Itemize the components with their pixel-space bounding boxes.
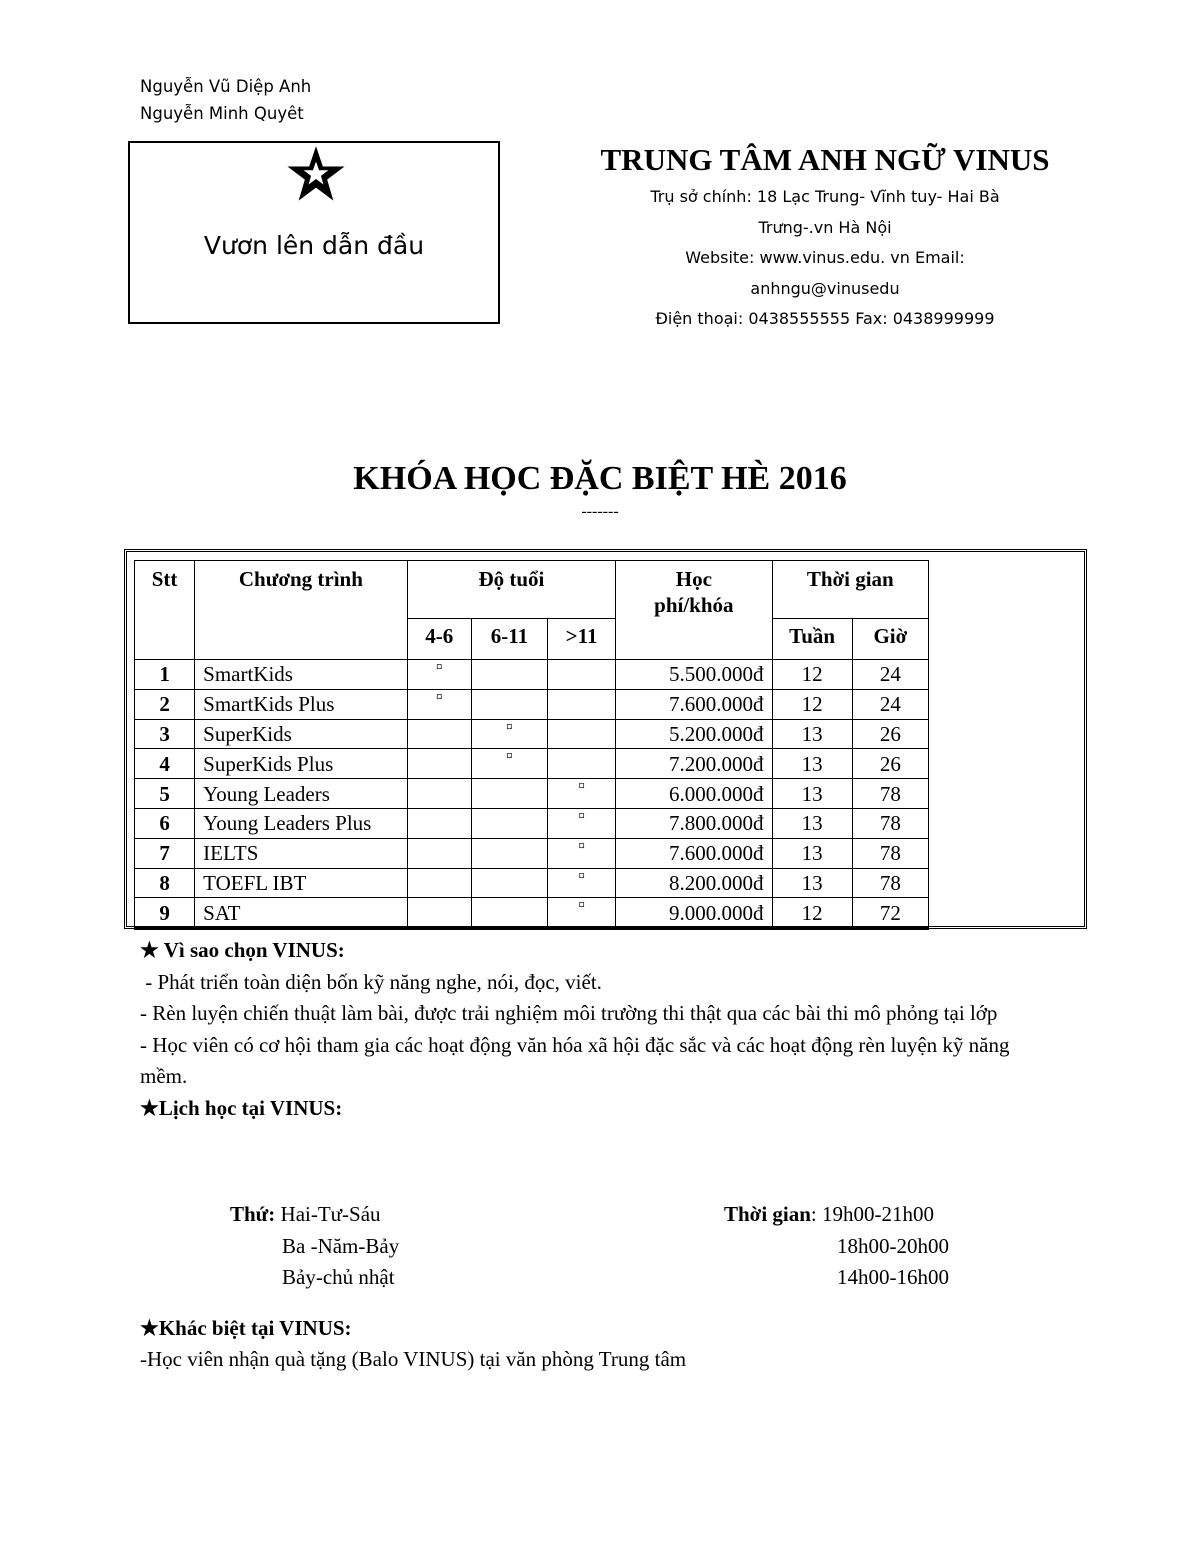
row-stt: 6 (135, 808, 195, 838)
row-hours: 26 (852, 719, 928, 749)
row-program: SmartKids (195, 660, 408, 690)
schedule-heading: ★Lịch học tại VINUS: (140, 1095, 343, 1120)
why-line-3: - Học viên có cơ hội tham gia các hoạt động văn hóa xã hội đặc sắc và các hoạt động rèn luyện kỹ năng mềm. (140, 1032, 1010, 1088)
address-line-1: Trụ sở chính: 18 Lạc Trung- Vĩnh tuy- Hai Bà (650, 187, 1000, 206)
row-age-6-11: ¤ (471, 749, 547, 779)
table-row (135, 719, 929, 749)
table-row (135, 808, 929, 838)
row-program: SAT (195, 898, 408, 929)
document-title: KHÓA HỌC ĐẶC BIỆT HÈ 2016 (353, 460, 847, 497)
table-row (135, 749, 929, 779)
row-fee: 5.200.000đ (616, 719, 772, 749)
row-stt: 4 (135, 749, 195, 779)
row-hours: 78 (852, 808, 928, 838)
row-hours: 26 (852, 749, 928, 779)
row-hours: 24 (852, 660, 928, 690)
star-icon (285, 143, 347, 205)
header-age-6-11: 6-11 (471, 619, 547, 660)
row-stt: 7 (135, 838, 195, 868)
schedule-row-3-time: 14h00-16h00 (837, 1265, 949, 1289)
row-fee: 5.500.000đ (616, 660, 772, 690)
row-program: SuperKids Plus (195, 749, 408, 779)
row-fee: 6.000.000đ (616, 779, 772, 809)
row-age-6-11 (471, 689, 547, 719)
row-weeks: 12 (772, 689, 852, 719)
row-program: SuperKids (195, 719, 408, 749)
schedule-time: : 19h00-21h00 (810, 1202, 934, 1226)
schedule-row-2-days: Ba -Năm-Bảy (282, 1234, 400, 1258)
title-rule: ------- (581, 503, 619, 520)
row-stt: 2 (135, 689, 195, 719)
author-1: Nguyễn Vũ Diệp Anh (140, 77, 312, 96)
header-fee (616, 561, 772, 660)
table-row (135, 660, 929, 690)
row-age-4-6 (407, 838, 471, 868)
row-age-11 (548, 719, 616, 749)
table-row (135, 838, 929, 868)
header-fee-line-2: phí/khóa (654, 593, 734, 617)
author-2: Nguyễn Minh Quyêt (140, 104, 304, 123)
row-age-11 (548, 749, 616, 779)
row-age-6-11: ¤ (471, 719, 547, 749)
row-program: IELTS (195, 838, 408, 868)
phone-line: Điện thoại: 0438555555 Fax: 0438999999 (655, 309, 995, 328)
row-hours: 72 (852, 898, 928, 929)
header-hours: Giờ (852, 619, 928, 660)
row-fee: 7.800.000đ (616, 808, 772, 838)
row-age-4-6 (407, 719, 471, 749)
row-program: Young Leaders Plus (195, 808, 408, 838)
row-fee: 7.600.000đ (616, 838, 772, 868)
row-weeks: 13 (772, 749, 852, 779)
row-hours: 78 (852, 868, 928, 898)
header-age-11: >11 (548, 619, 616, 660)
row-weeks: 12 (772, 898, 852, 929)
row-age-11: ¤ (548, 779, 616, 809)
row-hours: 78 (852, 838, 928, 868)
row-program: TOEFL IBT (195, 868, 408, 898)
table-row (135, 898, 929, 929)
header-program: Chương trình (195, 561, 408, 660)
authors (140, 73, 311, 127)
header-age-4-6: 4-6 (407, 619, 471, 660)
row-age-4-6 (407, 868, 471, 898)
table-row (135, 779, 929, 809)
header-fee-line-1: Học (675, 567, 712, 591)
row-stt: 1 (135, 660, 195, 690)
why-line-1: - Phát triển toàn diện bốn kỹ năng nghe, nói, đọc, viết. (140, 969, 602, 994)
row-fee: 9.000.000đ (616, 898, 772, 929)
row-weeks: 13 (772, 868, 852, 898)
row-program: SmartKids Plus (195, 689, 408, 719)
row-age-11 (548, 689, 616, 719)
row-age-11: ¤ (548, 898, 616, 929)
row-age-11 (548, 660, 616, 690)
day-label: Thứ: (230, 1202, 276, 1226)
row-age-11: ¤ (548, 808, 616, 838)
schedule-row-3-days: Bảy-chủ nhật (282, 1265, 395, 1289)
row-age-11: ¤ (548, 838, 616, 868)
row-hours: 24 (852, 689, 928, 719)
row-age-6-11 (471, 868, 547, 898)
header-age: Độ tuổi (407, 561, 616, 619)
row-age-4-6 (407, 779, 471, 809)
schedule-row-2-time: 18h00-20h00 (837, 1234, 949, 1258)
row-program: Young Leaders (195, 779, 408, 809)
schedule-row-1-time (724, 1202, 934, 1227)
difference-line: -Học viên nhận quà tặng (Balo VINUS) tại văn phòng Trung tâm (140, 1347, 687, 1371)
row-age-4-6: ¤ (407, 689, 471, 719)
table-frame (124, 549, 1087, 929)
why-section (140, 935, 1050, 1124)
row-fee: 7.200.000đ (616, 749, 772, 779)
course-table (134, 560, 929, 930)
row-stt: 9 (135, 898, 195, 929)
row-age-6-11 (471, 779, 547, 809)
row-age-6-11 (471, 838, 547, 868)
row-age-11: ¤ (548, 868, 616, 898)
row-age-6-11 (471, 660, 547, 690)
row-weeks: 13 (772, 808, 852, 838)
row-fee: 8.200.000đ (616, 868, 772, 898)
row-age-6-11 (471, 898, 547, 929)
table-row (135, 689, 929, 719)
email-line: anhngu@vinusedu (750, 278, 900, 298)
row-weeks: 12 (772, 660, 852, 690)
schedule-row-1-days (230, 1202, 381, 1227)
row-age-4-6 (407, 749, 471, 779)
row-weeks: 13 (772, 779, 852, 809)
why-heading: ★ Vì sao chọn VINUS: (140, 938, 345, 962)
schedule-days: Hai-Tư-Sáu (280, 1202, 381, 1226)
time-label: Thời gian (724, 1202, 811, 1226)
row-stt: 8 (135, 868, 195, 898)
address-line-2: Trưng-.vn Hà Nội (758, 217, 892, 237)
difference-heading: ★Khác biệt tại VINUS: (140, 1316, 352, 1340)
header-weeks: Tuần (772, 619, 852, 660)
website-line: Website: www.vinus.edu. vn Email: (685, 248, 965, 267)
center-name: TRUNG TÂM ANH NGỮ VINUS (600, 142, 1050, 177)
row-age-4-6 (407, 898, 471, 929)
row-stt: 5 (135, 779, 195, 809)
row-stt: 3 (135, 719, 195, 749)
row-hours: 78 (852, 779, 928, 809)
row-age-4-6 (407, 808, 471, 838)
header-time: Thời gian (772, 561, 928, 619)
row-weeks: 13 (772, 838, 852, 868)
row-fee: 7.600.000đ (616, 689, 772, 719)
row-age-4-6: ¤ (407, 660, 471, 690)
center-info (560, 182, 1090, 335)
slogan: Vươn lên dẫn đầu (203, 231, 425, 260)
logo-box (128, 141, 500, 324)
row-age-6-11 (471, 808, 547, 838)
why-line-2: - Rèn luyện chiến thuật làm bài, được trải nghiệm môi trường thi thật qua các bài thi mô phỏng tại lớp (140, 1001, 998, 1025)
header-stt: Stt (135, 561, 195, 660)
table-row (135, 868, 929, 898)
row-weeks: 13 (772, 719, 852, 749)
